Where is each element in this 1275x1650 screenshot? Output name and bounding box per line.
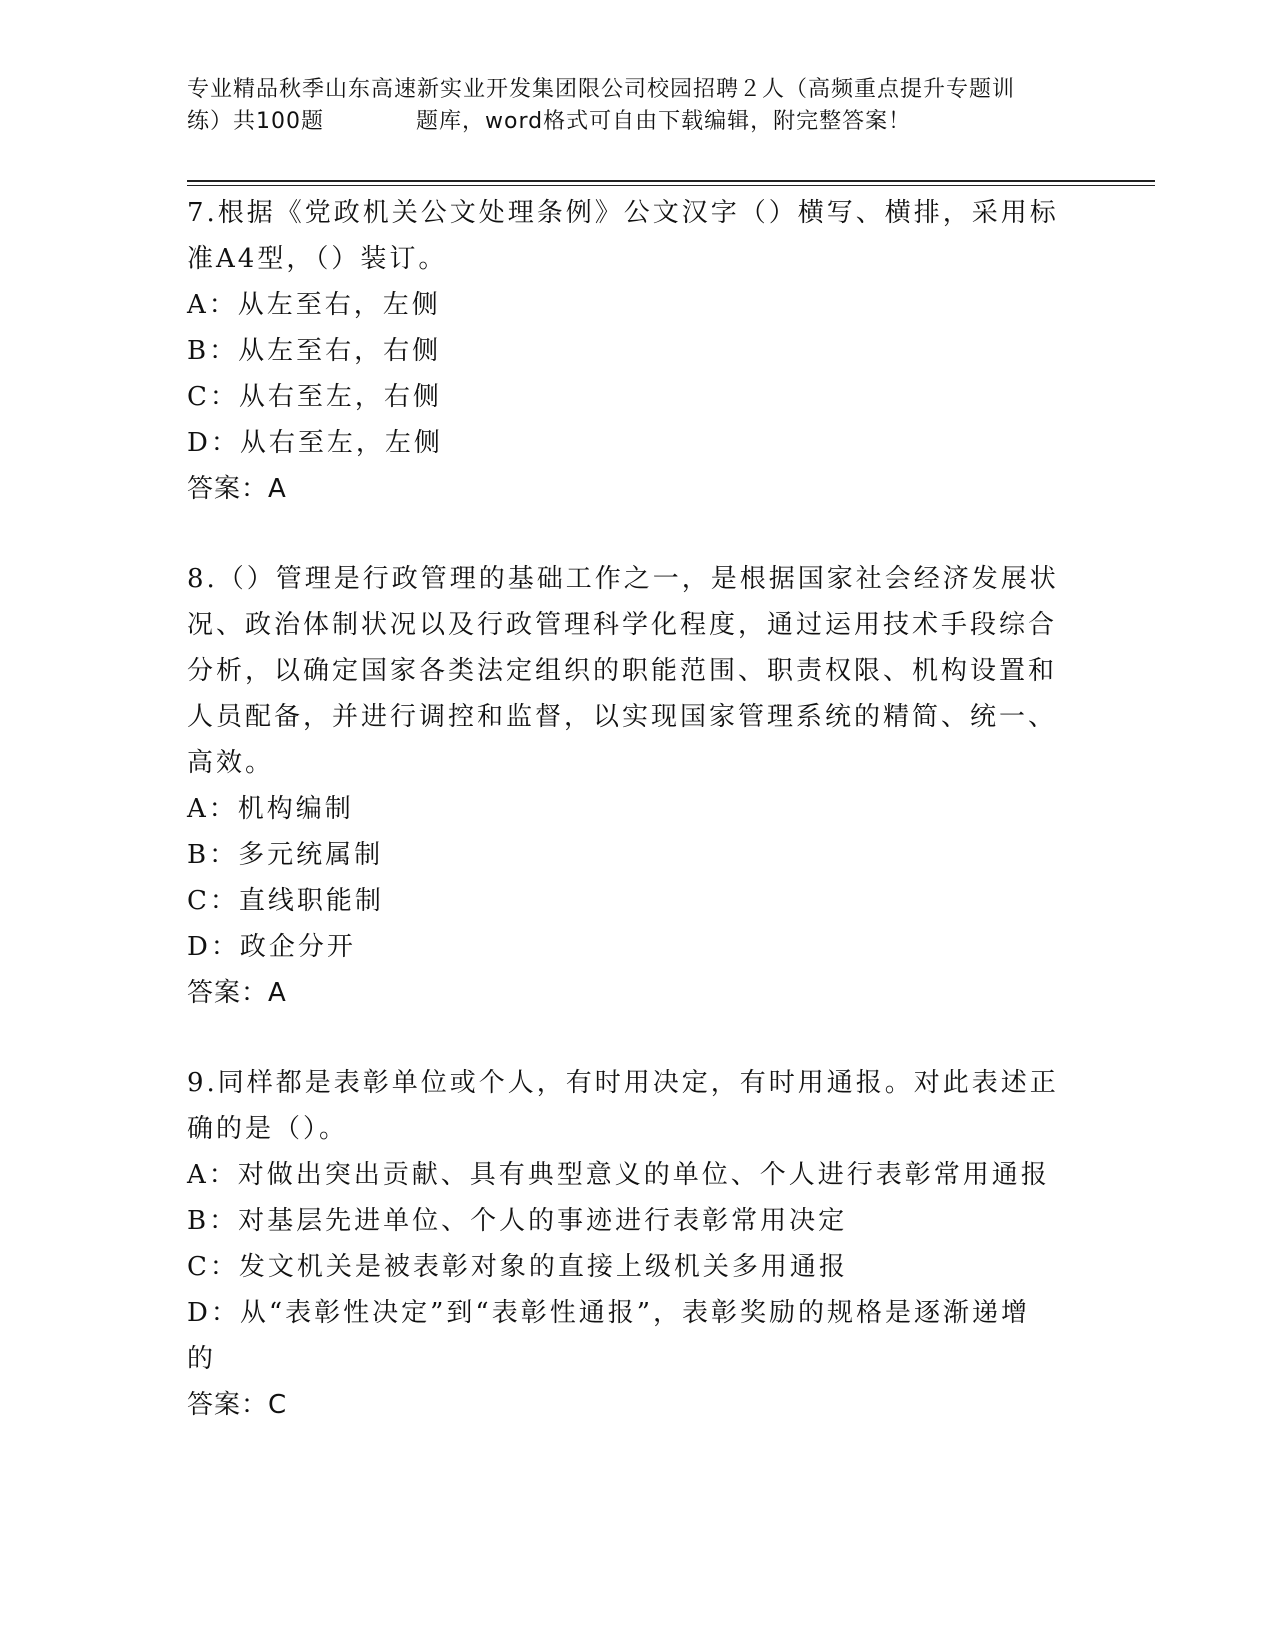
question-stem-line: 7.根据《党政机关公文处理条例》公文汉字（）横写、横排，采用标: [187, 198, 1059, 228]
question-stem-line: 况、政治体制状况以及行政管理科学化程度，通过运用技术手段综合: [187, 610, 1058, 640]
answer-line: 答案：A: [187, 474, 287, 504]
question-stem-line: 人员配备，并进行调控和监督，以实现国家管理系统的精简、统一、: [187, 702, 1058, 732]
question-stem-line: 9.同样都是表彰单位或个人，有时用决定，有时用通报。对此表述正: [187, 1068, 1059, 1098]
question-stem-line: 确的是（）。: [187, 1114, 349, 1144]
option-d: D：政企分开: [187, 932, 356, 962]
option-c: C：从右至左，右侧: [187, 382, 442, 412]
question-stem-line: 高效。: [187, 748, 275, 778]
header-line-2: 练）共100题 题库，word格式可自由下载编辑，附完整答案！: [187, 109, 912, 134]
header-divider-thin: [187, 185, 1155, 186]
option-b: B：对基层先进单位、个人的事迹进行表彰常用决定: [187, 1206, 848, 1236]
option-a: A：机构编制: [187, 794, 354, 824]
question-list: [187, 190, 1087, 1472]
option-c: C：发文机关是被表彰对象的直接上级机关多用通报: [187, 1252, 848, 1282]
question-stem-line: 8.（）管理是行政管理的基础工作之一，是根据国家社会经济发展状: [187, 564, 1059, 594]
option-d: D：从“表彰性决定”到“表彰性通报”，表彰奖励的规格是逐渐递增: [187, 1298, 1031, 1328]
document-header: [187, 74, 1092, 138]
question-7: [187, 190, 1087, 512]
option-a: A：从左至右，左侧: [187, 290, 441, 320]
option-d: D：从右至左，左侧: [187, 428, 443, 458]
option-d-continuation: 的: [187, 1344, 217, 1374]
question-stem-line: 准A4型，（）装订。: [187, 244, 448, 274]
question-stem-line: 分析，以确定国家各类法定组织的职能范围、职责权限、机构设置和: [187, 656, 1058, 686]
question-9: [187, 1060, 1087, 1428]
question-8: [187, 556, 1087, 1016]
option-c: C：直线职能制: [187, 886, 384, 916]
option-a: A：对做出突出贡献、具有典型意义的单位、个人进行表彰常用通报: [187, 1160, 1050, 1190]
option-b: B：多元统属制: [187, 840, 384, 870]
answer-line: 答案：A: [187, 978, 287, 1008]
answer-line: 答案：C: [187, 1390, 288, 1420]
option-b: B：从左至右，右侧: [187, 336, 442, 366]
header-line-1: 专业精品秋季山东高速新实业开发集团限公司校园招聘２人（高频重点提升专题训: [187, 77, 1016, 102]
header-divider-thick: [187, 180, 1155, 182]
